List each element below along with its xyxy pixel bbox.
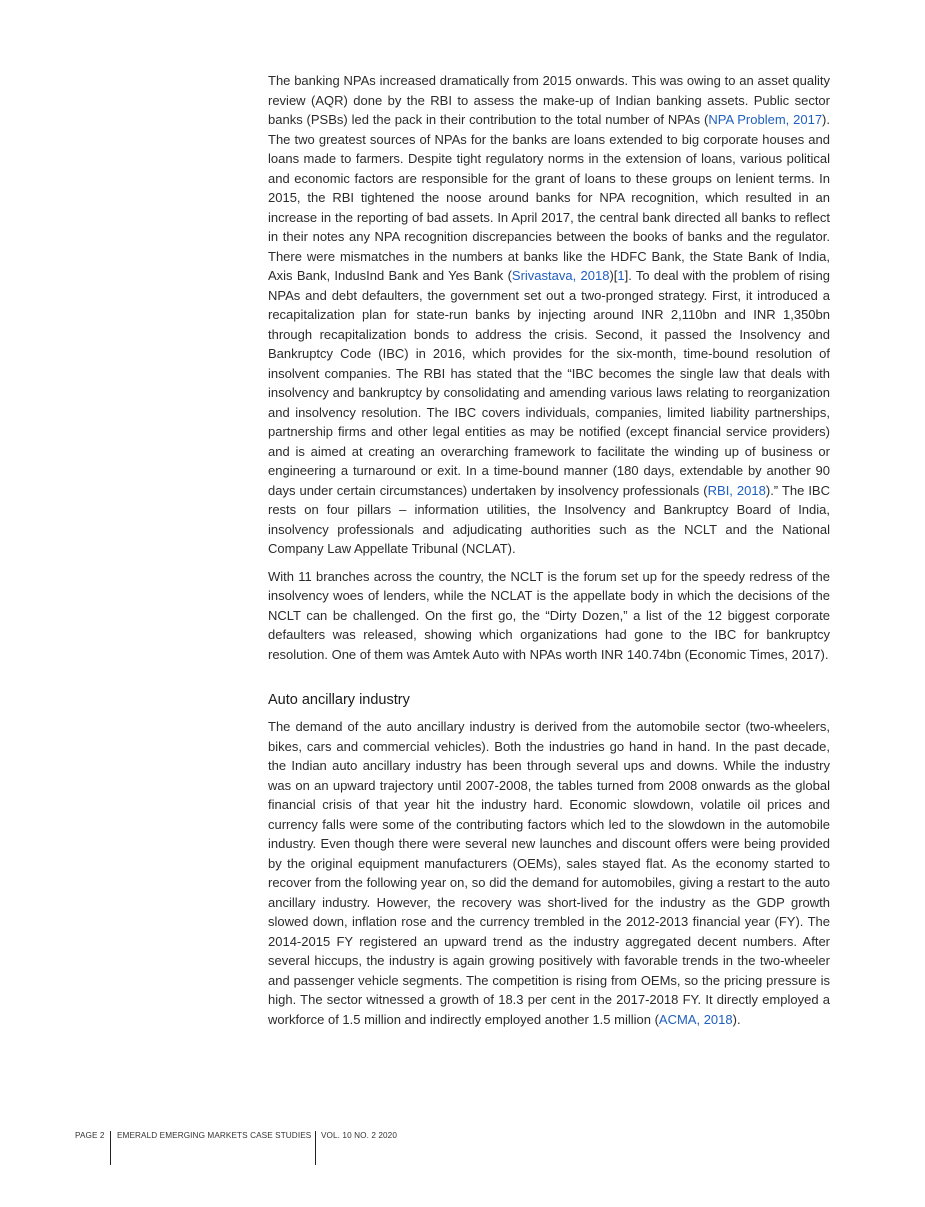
volume-info: VOL. 10 NO. 2 2020	[321, 1131, 397, 1140]
paragraph-nclt: With 11 branches across the country, the NCLT is the forum set up for the speedy redress of the insolvency woes of lenders, while the NCLAT is the appellate body in which the decisions of the NCLT can be challenged. On the first go, the “Dirty Dozen,” a list of the 12 biggest corporate defaulters was released, showing which organizations had gone to the IBC for bankruptcy resolution. One of them was Amtek Auto with NPAs worth INR 140.74bn (Economic Times, 2017).	[268, 568, 830, 662]
citation-acma-link[interactable]: ACMA, 2018	[658, 1011, 733, 1027]
footer-divider	[315, 1131, 316, 1165]
paragraph-npa: The banking NPAs increased dramatically from 2015 onwards. This was owing to an asset quality review (AQR) done by the RBI to assess the make-up of Indian banking assets. Public sector banks (PSBs) led the pack in their contribution to the total number of NPAs (NPA Problem, 2017). The two greatest sources of NPAs for the banks are loans extended to big corporate houses and loans made to farmers. Despite tight regulatory norms in the extension of loans, various political and economic factors are responsible for the grant of loans to these groups on lenient terms. In 2015, the RBI tightened the noose around banks for NPA recognition, which resulted in an increase in the reporting of bad assets. In April 2017, the central bank directed all banks to reflect in their notes any NPA recognition discrepancies between the books of banks and the regulator. There were mismatches in the numbers at banks like the HDFC Bank, the State Bank of India, Axis Bank, IndusInd Bank and Yes Bank (Srivastava, 2018)[1]. To deal with the problem of rising NPAs and debt defaulters, the government set out a two-pronged strategy. First, it introduced a recapitalization plan for state-run banks by injecting around INR 2,110bn and INR 1,350bn through recapitalization bonds to address the crisis. Second, it passed the Insolvency and Bankruptcy Code (IBC) in 2016, which provides for the six-month, time-bound resolution of insolvent companies. The RBI has stated that the “IBC becomes the single law that deals with insolvency and bankruptcy by consolidating and amending various laws relating to reorganization and insolvency resolution. The IBC covers individuals, companies, limited liability partnerships, partnership firms and other legal entities as may be notified (except financial service providers) and is aimed at creating an overarching framework to facilitate the winding up of business or engineering a turnaround or exit. In a time-bound manner (180 days, extendable by another 90 days under certain circumstances) undertaken by insolvency professionals (RBI, 2018).” The IBC rests on four pillars – information utilities, the Insolvency and Bankruptcy Board of India, insolvency professionals and adjudicating authorities such as the NCLT and the National Company Law Appellate Tribunal (NCLAT).	[268, 73, 830, 556]
article-body	[268, 71, 830, 1037]
paragraph-auto-ancillary: The demand of the auto ancillary industry is derived from the automobile sector (two-wheelers, bikes, cars and commercial vehicles). Both the industries go hand in hand. In the past decade, the Indian auto ancillary industry has been through several ups and downs. While the industry was on an upward trajectory until 2007-2008, the tables turned from 2008 onwards as the global financial crisis of that year hit the industry hard. Economic slowdown, volatile oil prices and currency falls were some of the contributing factors which led to the slowdown in the automobile industry. Even though there were several new launches and discount offers were being provided by the original equipment manufacturers (OEMs), sales stayed flat. As the economy started to recover from the following year on, so did the demand for automobiles, giving a restart to the auto ancillary industry. However, the recovery was short-lived for the industry as the GDP growth slowed down, inflation rose and the currency trembled in the 2012-2013 financial year (FY). The 2014-2015 FY registered an upward trend as the industry aggregated decent numbers. After several hiccups, the industry is again growing positively with favorable trends in the two-wheeler and passenger vehicle segments. The competition is rising from OEMs, so the pricing pressure is high. The sector witnessed a growth of 18.3 per cent in the 2017-2018 FY. It directly employed a workforce of 1.5 million and indirectly employed another 1.5 million (ACMA, 2018).	[268, 719, 830, 1027]
citation-npa-problem-link[interactable]: NPA Problem, 2017	[708, 112, 823, 127]
citation-srivastava-link[interactable]: Srivastava, 2018	[511, 268, 610, 283]
footer-divider	[110, 1131, 111, 1165]
footnote-1-link[interactable]: 1	[617, 268, 625, 283]
section-heading-auto-ancillary: Auto ancillary industry	[268, 692, 410, 708]
citation-rbi-link[interactable]: RBI, 2018	[707, 482, 766, 498]
journal-title: EMERALD EMERGING MARKETS CASE STUDIES	[117, 1131, 312, 1140]
page-number: PAGE 2	[75, 1131, 105, 1140]
